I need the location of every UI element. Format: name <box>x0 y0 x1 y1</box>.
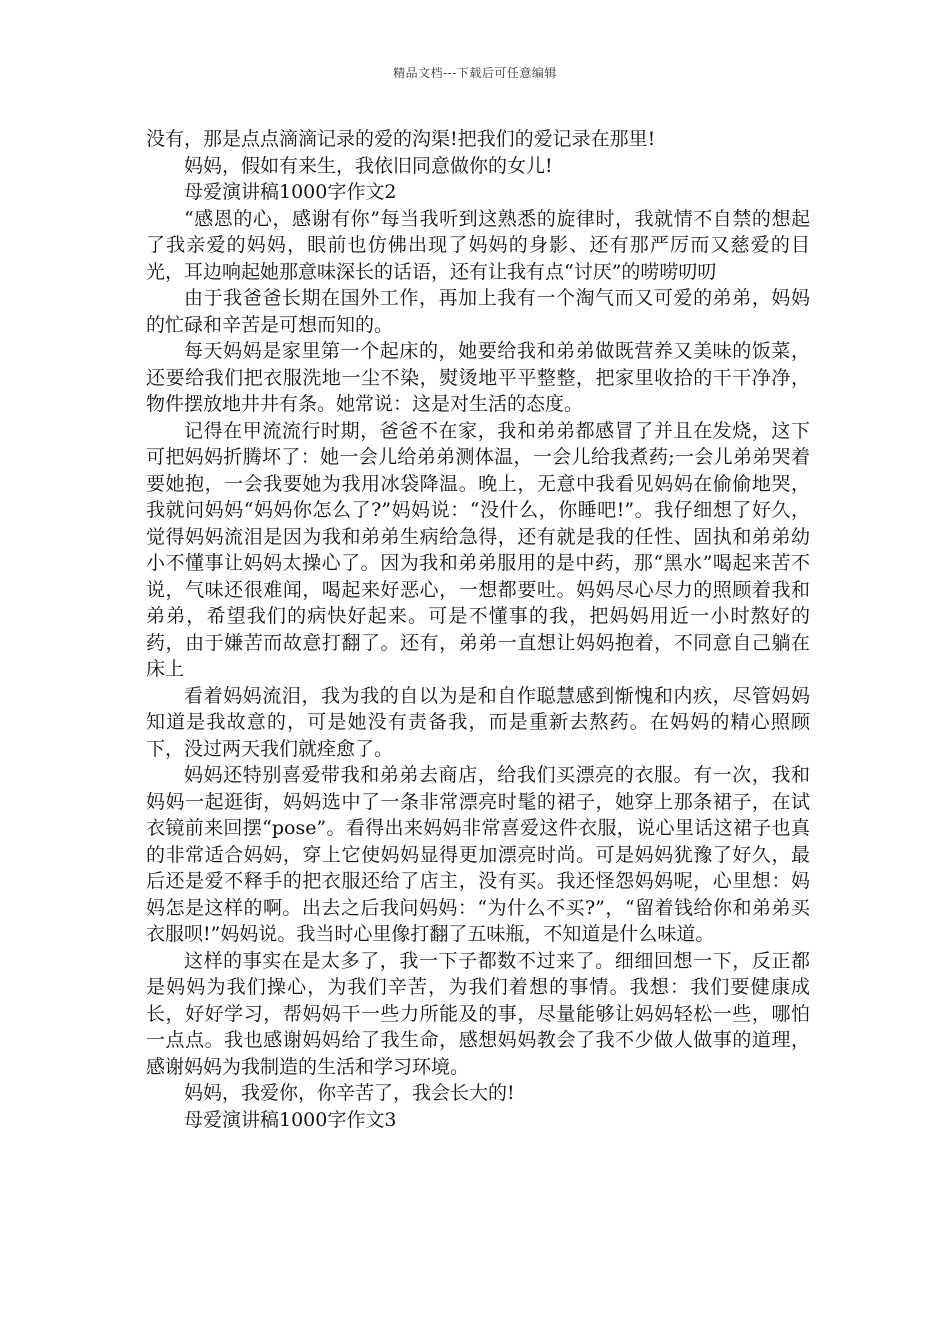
section-title-2: 母爱演讲稿1000字作文2 <box>184 181 397 203</box>
paragraph: 妈妈还特别喜爱带我和弟弟去商店，给我们买漂亮的衣服。有一次，我和妈妈一起逛街，妈妈选中了一条非常漂亮时髦的裙子，她穿上那条裙子，在试衣镜前来回摆“pose”。看得出来妈妈非常喜爱这件衣服，说心里话这裙子也真的非常适合妈妈，穿上它使妈妈显得更加漂亮时尚。可是妈妈犹豫了好久，最后还是爱不释手的把衣服还给了店主，没有买。我还怪怨妈妈呢，心里想：妈妈怎是这样的啊。出去之后我问妈妈：“为什么不买?”，“留着钱给你和弟弟买衣服呗!”妈妈说。我当时心里像打翻了五味瓶，不知道是什么味道。 <box>146 764 810 945</box>
paragraph: 记得在甲流流行时期，爸爸不在家，我和弟弟都感冒了并且在发烧，这下可把妈妈折腾坏了：她一会儿给弟弟测体温，一会儿给我煮药;一会儿弟弟哭着要她抱，一会我要她为我用冰袋降温。晚上，无意中我看见妈妈在偷偷地哭，我就问妈妈“妈妈你怎么了?”妈妈说：“没什么，你睡吧!”。我仔细想了好久，觉得妈妈流泪是因为我和弟弟生病给急得，还有就是我的任性、固执和弟弟幼小不懂事让妈妈太操心了。因为我和弟弟服用的是中药，那“黑水”喝起来苦不说，气味还很难闻，喝起来好恶心，一想都要吐。妈妈尽心尽力的照顾着我和弟弟，希望我们的病快好起来。可是不懂事的我，把妈妈用近一小时熬好的药，由于嫌苦而故意打翻了。还有，弟弟一直想让妈妈抱着，不同意自己躺在床上 <box>146 419 810 680</box>
paragraph: 妈妈，假如有来生，我依旧同意做你的女儿! <box>184 154 553 177</box>
paragraph: 由于我爸爸长期在国外工作，再加上我有一个淘气而又可爱的弟弟，妈妈的忙碌和辛苦是可想而知的。 <box>146 287 810 336</box>
paragraph: 妈妈，我爱你，你辛苦了，我会长大的! <box>184 1082 515 1104</box>
paragraph: “感恩的心，感谢有你”每当我听到这熟悉的旋律时，我就情不自禁的想起了我亲爱的妈妈，眼前也仿佛出现了妈妈的身影、还有那严厉而又慈爱的目光，耳边响起她那意味深长的话语，还有让我有点“讨厌”的唠唠叨叨 <box>146 207 810 283</box>
paragraph-continuation: 没有，那是点点滴滴记录的爱的沟渠!把我们的爱记录在那里! <box>146 128 656 150</box>
paragraph: 这样的事实在是太多了，我一下子都数不过来了。细细回想一下，反正都是妈妈为我们操心，为我们辛苦，为我们着想的事情。我想：我们要健康成长，好好学习，帮妈妈干一些力所能及的事，尽量能够让妈妈轻松一些，哪怕一点点。我也感谢妈妈给了我生命，感想妈妈教会了我不少做人做事的道理，感谢妈妈为我制造的生活和学习环境。 <box>146 949 810 1078</box>
page-header: 精品文档---下载后可任意编辑 <box>393 66 557 80</box>
paragraph: 每天妈妈是家里第一个起床的，她要给我和弟弟做既营养又美味的饭菜，还要给我们把衣服洗地一尘不染，熨烫地平平整整，把家里收拾的干干净净，物件摆放地井井有条。她常说：这是对生活的态度。 <box>146 340 810 415</box>
paragraph: 看着妈妈流泪，我为我的自以为是和自作聪慧感到惭愧和内疚，尽管妈妈知道是我故意的，可是她没有责备我，而是重新去熬药。在妈妈的精心照顾下，没过两天我们就痊愈了。 <box>146 684 810 760</box>
section-title-3: 母爱演讲稿1000字作文3 <box>184 1108 397 1131</box>
document-body <box>146 126 810 1133</box>
